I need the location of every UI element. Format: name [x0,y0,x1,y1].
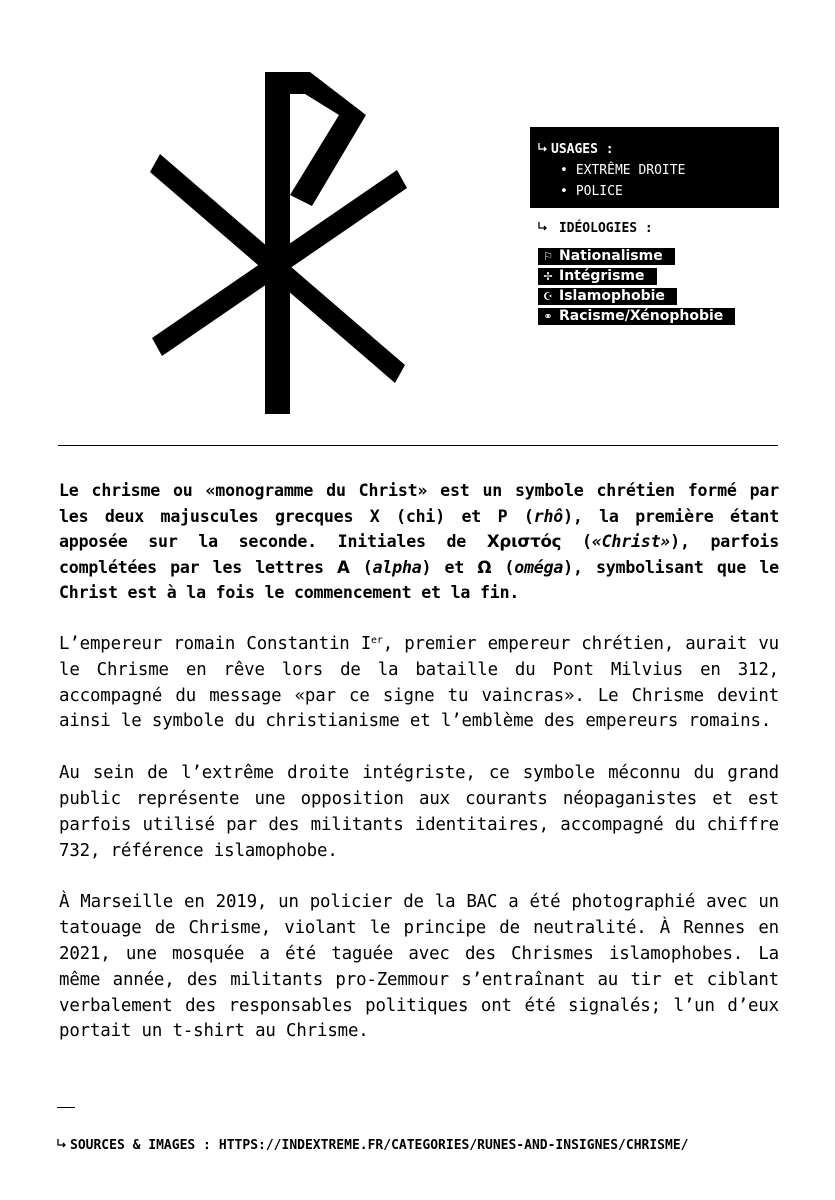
ideology-tag-islamophobie: ☪ Islamophobie [538,288,677,305]
sources-label: SOURCES & IMAGES : [70,1138,211,1153]
chi-rho-symbol [140,60,420,420]
sources-link[interactable]: HTTPS://INDEXTREME.FR/CATEGORIES/RUNES-AND-INSIGNES/CHRISME/ [218,1138,689,1153]
usages-heading: USAGES : [538,139,769,160]
interlocked-rings-icon: ⚭ [543,310,553,323]
usages-list [538,160,769,202]
ideology-tag-racisme: ⚭ Racisme/Xénophobie [538,308,735,325]
ideology-tag-integrisme: ✢ Intégrisme [538,268,657,285]
paragraph-extreme-droite: Au sein de l’extrême droite intégriste, ce symbole méconnu du grand public représente une opposition aux courants néopaganistes et est parfois utilisé par des militants identitaires, accompagné du chiffre 732, référence islamophobe. [59,763,779,861]
usage-item: • POLICE [560,181,769,202]
ideology-tags [538,248,735,328]
greek-word: Χριστός [486,532,562,552]
sources-footer [57,1138,689,1153]
arrow-down-right-icon [538,220,548,238]
arrow-down-right-icon [538,139,548,160]
ideologies-heading: IDÉOLOGIES : [538,220,735,240]
paragraph-constantin: L’empereur romain Constantin Ier, premier empereur chrétien, aurait vu le Chrisme en rêve lors de la bataille du Pont Milvius en 312, accompagné du message «par ce signe tu vaincras». Le Chrisme devint ainsi le symbole du christianisme et l’emblème des empereurs romains. [59,633,779,732]
crescent-icon: ☪ [543,290,553,303]
usages-box [530,127,779,208]
footer-divider [57,1107,75,1108]
intro-paragraph: Le chrisme ou «monogramme du Christ» est un symbole chrétien formé par les deux majuscules grecques X (chi) et P (rhô), la première étant apposée sur la seconde. Initiales de Χριστός («Christ»), parfois complétées par les lettres Α (alpha) et Ω (oméga), symbolisant que le Christ est à la fois le commencement et la fin. [59,481,780,603]
paragraph-incidents: À Marseille en 2019, un policier de la BAC a été photographié avec un tatouage de Chrisme, violant le principe de neutralité. À Rennes en 2021, une mosquée a été taguée avec des Chrismes islamophobes. La même année, des militants pro-Zemmour s’entraînant au tir et ciblant verbalement des responsables politiques ont été signalés; l’un d’eux portait un t-shirt au Chrisme. [59,892,779,1042]
ideology-tag-nationalisme: ⚐ Nationalisme [538,248,675,265]
flag-icon: ⚐ [543,250,553,263]
usage-item: • EXTRÊME DROITE [560,160,769,181]
section-divider [58,445,778,446]
arrow-down-right-icon [57,1138,67,1153]
ideologies-section [538,220,735,328]
article-body [59,478,779,1045]
cross-icon: ✢ [543,270,553,283]
